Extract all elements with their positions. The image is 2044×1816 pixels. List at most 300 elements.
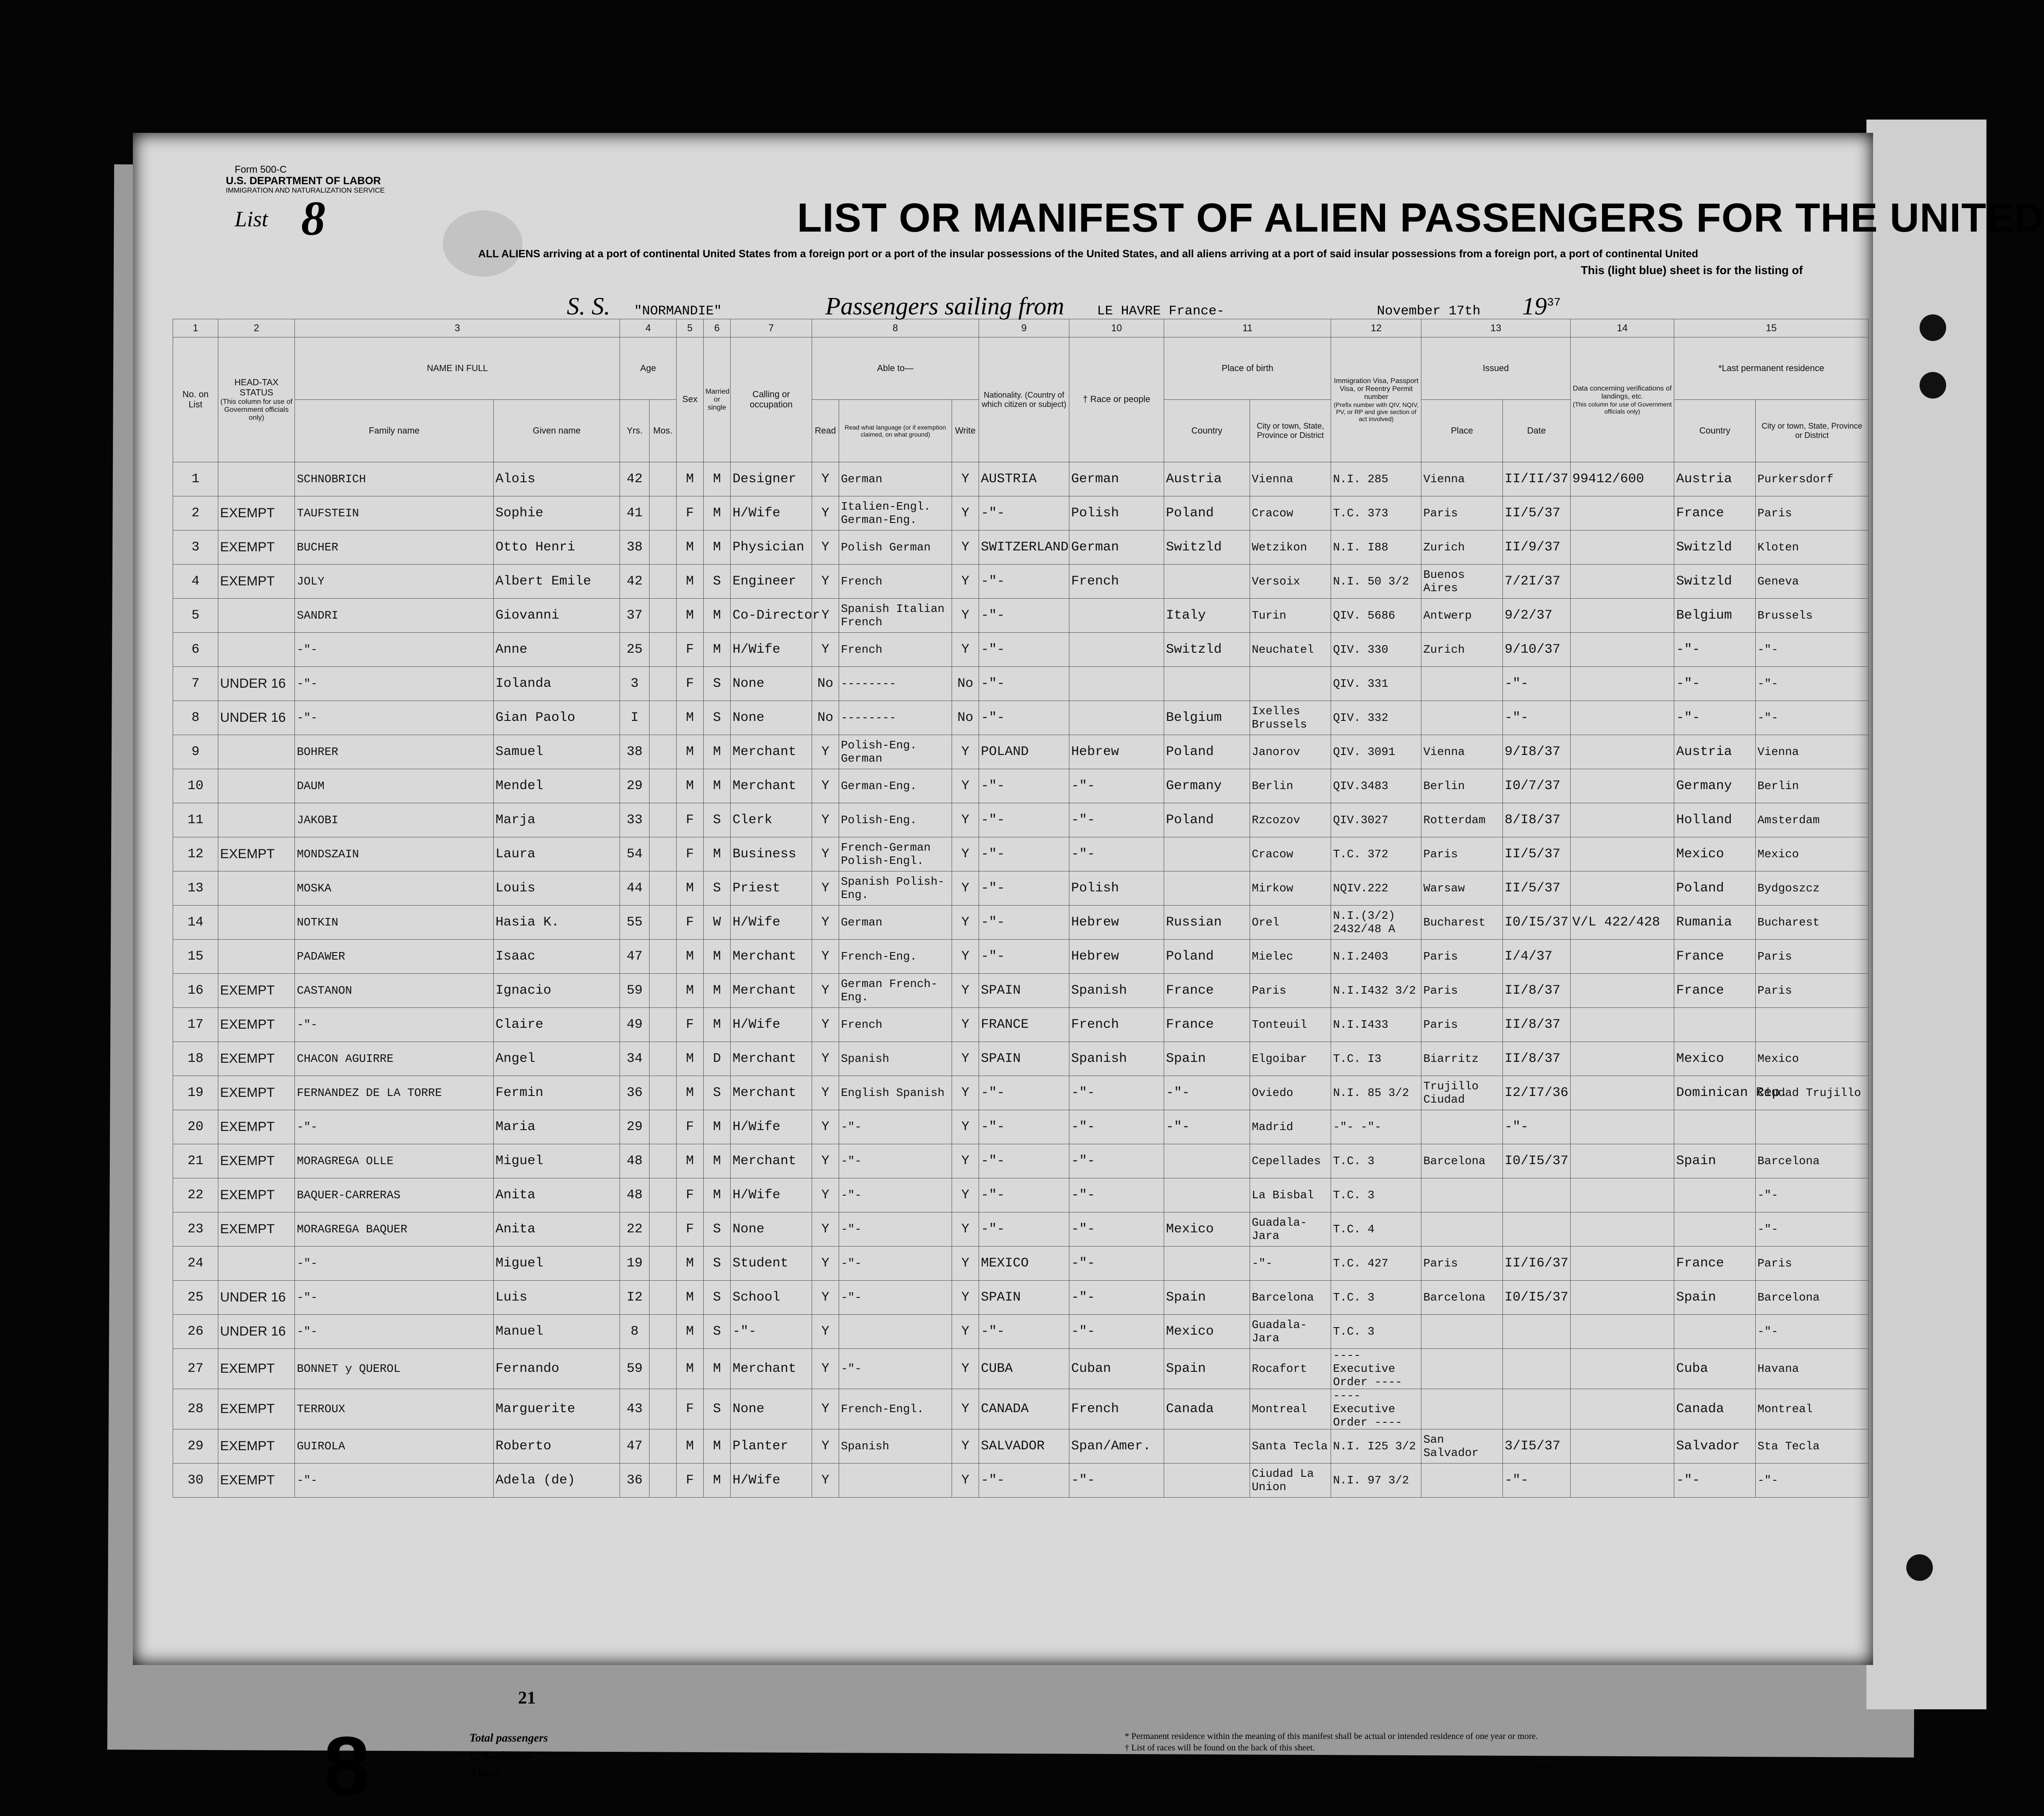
age-years: 59 — [620, 1349, 649, 1389]
adjacent-sheet — [1866, 120, 1986, 1709]
read-language-header: Read what language (or if exemption claimed, on what ground) — [839, 400, 952, 462]
visa-number: QIV.3483 — [1331, 769, 1421, 803]
age-years: 25 — [620, 633, 649, 667]
age-months — [649, 1144, 676, 1178]
age-months — [649, 974, 676, 1008]
table-row — [173, 1315, 1869, 1349]
can-write: Y — [952, 496, 979, 530]
row-number: 10 — [173, 769, 218, 803]
table-row — [173, 1464, 1869, 1498]
occupation: -"- — [731, 1315, 812, 1349]
table-row — [173, 1389, 1869, 1429]
visa-number: T.C. I3 — [1331, 1042, 1421, 1076]
age-years: 22 — [620, 1212, 649, 1247]
race: -"- — [1069, 1315, 1164, 1349]
sex: F — [676, 496, 703, 530]
can-write: Y — [952, 1315, 979, 1349]
race: German — [1069, 530, 1164, 565]
residence-country: Canada — [1674, 1389, 1756, 1429]
visa-number: T.C. 3 — [1331, 1144, 1421, 1178]
head-tax-status: UNDER 16 — [218, 1281, 294, 1315]
marital-status: S — [704, 1212, 731, 1247]
nationality: -"- — [979, 599, 1069, 633]
issued-place: Berlin — [1421, 769, 1503, 803]
residence-city — [1755, 1008, 1868, 1042]
read-language: Spanish Italian French — [839, 599, 952, 633]
head-tax-status: EXEMPT — [218, 565, 294, 599]
residence-city: Kloten — [1755, 530, 1868, 565]
residence-city: -"- — [1755, 667, 1868, 701]
row-number: 28 — [173, 1389, 218, 1429]
row-number: 5 — [173, 599, 218, 633]
issued-date — [1502, 1349, 1570, 1389]
head-tax-status — [218, 906, 294, 940]
age-months — [649, 871, 676, 906]
can-read: Y — [812, 1076, 839, 1110]
read-language: -"- — [839, 1144, 952, 1178]
nationality: -"- — [979, 803, 1069, 837]
can-write: Y — [952, 1349, 979, 1389]
marital-status: M — [704, 769, 731, 803]
row-number: 9 — [173, 735, 218, 769]
occupation: Clerk — [731, 803, 812, 837]
birth-city: Santa Tecla — [1250, 1429, 1331, 1464]
residence-country: Switzld — [1674, 565, 1756, 599]
nationality: -"- — [979, 940, 1069, 974]
race: Spanish — [1069, 974, 1164, 1008]
form-code: 14-430 — [1532, 1762, 1552, 1770]
table-row — [173, 871, 1869, 906]
birth-city: Mirkow — [1250, 871, 1331, 906]
issued-place — [1421, 701, 1503, 735]
age-years: 49 — [620, 1008, 649, 1042]
residence-country: Austria — [1674, 735, 1756, 769]
age-years: 29 — [620, 1110, 649, 1144]
ss-label: S. S. — [567, 293, 610, 320]
given-name: Maria — [493, 1110, 620, 1144]
residence-city: Paris — [1755, 974, 1868, 1008]
birth-city: Rzcozov — [1250, 803, 1331, 837]
verification-label: Data concerning verifications of landings, etc. — [1572, 384, 1672, 400]
birth-country — [1164, 1429, 1250, 1464]
race: -"- — [1069, 769, 1164, 803]
instructions-line1: ALL ALIENS arriving at a port of continental United States from a foreign port or a port of the insular possessions of the United States, and all aliens arriving at a port of said insular possessions from a foreign port, a port of continental United — [478, 248, 1699, 260]
residence-country: Salvador — [1674, 1429, 1756, 1464]
table-row — [173, 1110, 1869, 1144]
family-name: -"- — [295, 1247, 494, 1281]
residence-city: Sta Tecla — [1755, 1429, 1868, 1464]
can-read: Y — [812, 735, 839, 769]
verification-data — [1570, 940, 1674, 974]
marital-status: M — [704, 837, 731, 871]
nationality: -"- — [979, 633, 1069, 667]
can-write: Y — [952, 1464, 979, 1498]
head-tax-header — [218, 337, 294, 462]
age-years: 41 — [620, 496, 649, 530]
birth-city — [1250, 667, 1331, 701]
race: -"- — [1069, 803, 1164, 837]
race-header: † Race or people — [1069, 337, 1164, 462]
can-read: Y — [812, 1212, 839, 1247]
issued-place — [1421, 1464, 1503, 1498]
given-name: Marguerite — [493, 1389, 620, 1429]
verification-header — [1570, 337, 1674, 462]
birth-country: Mexico — [1164, 1212, 1250, 1247]
can-read: Y — [812, 633, 839, 667]
visa-number: T.C. 3 — [1331, 1281, 1421, 1315]
issued-date: 8/I8/37 — [1502, 803, 1570, 837]
issued-date: II/5/37 — [1502, 871, 1570, 906]
nationality: AUSTRIA — [979, 462, 1069, 496]
table-row — [173, 906, 1869, 940]
issued-place — [1421, 1178, 1503, 1212]
issued-place: Rotterdam — [1421, 803, 1503, 837]
nationality: SALVADOR — [979, 1429, 1069, 1464]
row-number: 16 — [173, 974, 218, 1008]
family-name: SCHNOBRICH — [295, 462, 494, 496]
sex: M — [676, 565, 703, 599]
sex: F — [676, 1464, 703, 1498]
sheet-number: 8 — [323, 1719, 370, 1813]
family-name: MORAGREGA OLLE — [295, 1144, 494, 1178]
age-years: 37 — [620, 599, 649, 633]
column-number: 14 — [1570, 319, 1674, 337]
can-read: Y — [812, 1464, 839, 1498]
can-read: Y — [812, 530, 839, 565]
total-passengers-label: Total passengers — [469, 1731, 548, 1744]
marital-status: M — [704, 530, 731, 565]
age-months — [649, 803, 676, 837]
residence-city: Mexico — [1755, 837, 1868, 871]
residence-country: Germany — [1674, 769, 1756, 803]
list-label: List — [235, 206, 268, 231]
row-number: 18 — [173, 1042, 218, 1076]
residence-country — [1674, 1008, 1756, 1042]
race: French — [1069, 1389, 1164, 1429]
birth-city: Orel — [1250, 906, 1331, 940]
marital-status: M — [704, 462, 731, 496]
birth-country — [1164, 1247, 1250, 1281]
verification-data — [1570, 1349, 1674, 1389]
can-write: Y — [952, 769, 979, 803]
issued-date: -"- — [1502, 701, 1570, 735]
read-language: -"- — [839, 1349, 952, 1389]
marital-status: M — [704, 940, 731, 974]
sex: F — [676, 837, 703, 871]
read-language: French — [839, 633, 952, 667]
birth-city: Ciudad La Union — [1250, 1464, 1331, 1498]
age-years: 3 — [620, 667, 649, 701]
sex: F — [676, 906, 703, 940]
issued-place — [1421, 667, 1503, 701]
occupation: Physician — [731, 530, 812, 565]
marital-status: S — [704, 1315, 731, 1349]
residence-city: Paris — [1755, 496, 1868, 530]
verification-data — [1570, 1315, 1674, 1349]
residence-country: France — [1674, 1247, 1756, 1281]
family-name: NOTKIN — [295, 906, 494, 940]
race: -"- — [1069, 1076, 1164, 1110]
marital-status: S — [704, 871, 731, 906]
table-row — [173, 530, 1869, 565]
marital-status: S — [704, 803, 731, 837]
head-tax-status: UNDER 16 — [218, 1315, 294, 1349]
row-number: 3 — [173, 530, 218, 565]
residence-country: Rumania — [1674, 906, 1756, 940]
birth-country: Spain — [1164, 1349, 1250, 1389]
sex: M — [676, 1429, 703, 1464]
family-name: CHACON AGUIRRE — [295, 1042, 494, 1076]
family-name: BONNET y QUEROL — [295, 1349, 494, 1389]
family-name: DAUM — [295, 769, 494, 803]
can-write: Y — [952, 530, 979, 565]
occupation: H/Wife — [731, 1008, 812, 1042]
head-tax-status: EXEMPT — [218, 1076, 294, 1110]
occupation: Engineer — [731, 565, 812, 599]
issued-date: -"- — [1502, 667, 1570, 701]
occupation: None — [731, 1212, 812, 1247]
read-header: Read — [812, 400, 839, 462]
can-read: Y — [812, 906, 839, 940]
can-read: Y — [812, 871, 839, 906]
given-name: Claire — [493, 1008, 620, 1042]
visa-number: N.I.I432 3/2 — [1331, 974, 1421, 1008]
row-number: 29 — [173, 1429, 218, 1464]
table-row — [173, 565, 1869, 599]
table-row — [173, 837, 1869, 871]
nationality-header: Nationality. (Country of which citizen or subject) — [979, 337, 1069, 462]
nationality: -"- — [979, 906, 1069, 940]
stain-mark — [443, 210, 523, 277]
verification-data — [1570, 803, 1674, 837]
nationality: MEXICO — [979, 1247, 1069, 1281]
birth-city: Cepellades — [1250, 1144, 1331, 1178]
column-number: 10 — [1069, 319, 1164, 337]
age-months — [649, 667, 676, 701]
column-number: 4 — [620, 319, 676, 337]
marital-status: S — [704, 565, 731, 599]
nationality: -"- — [979, 701, 1069, 735]
age-months — [649, 462, 676, 496]
verification-data — [1570, 769, 1674, 803]
race: Hebrew — [1069, 735, 1164, 769]
marital-status: S — [704, 1247, 731, 1281]
age-years: 36 — [620, 1076, 649, 1110]
marital-status: M — [704, 1429, 731, 1464]
family-name: BAQUER-CARRERAS — [295, 1178, 494, 1212]
read-language: French-Eng. — [839, 940, 952, 974]
race: -"- — [1069, 1464, 1164, 1498]
residence-city: -"- — [1755, 1178, 1868, 1212]
able-to-header: Able to— — [812, 337, 979, 400]
sex: M — [676, 1247, 703, 1281]
age-years: 29 — [620, 769, 649, 803]
table-row — [173, 1042, 1869, 1076]
age-years: 34 — [620, 1042, 649, 1076]
visa-number: T.C. 372 — [1331, 837, 1421, 871]
verification-data — [1570, 1144, 1674, 1178]
table-row — [173, 1178, 1869, 1212]
issued-place: Vienna — [1421, 462, 1503, 496]
manifest-table — [173, 319, 1869, 1498]
residence-city: Ciudad Trujillo — [1755, 1076, 1868, 1110]
head-tax-status — [218, 769, 294, 803]
age-months — [649, 1429, 676, 1464]
column-number: 2 — [218, 319, 294, 337]
residence-city: Geneva — [1755, 565, 1868, 599]
verification-data — [1570, 1042, 1674, 1076]
visa-number: T.C. 373 — [1331, 496, 1421, 530]
can-read: Y — [812, 462, 839, 496]
residence-country: -"- — [1674, 633, 1756, 667]
age-years: I2 — [620, 1281, 649, 1315]
race: French — [1069, 565, 1164, 599]
can-read: Y — [812, 837, 839, 871]
table-row — [173, 462, 1869, 496]
birth-country — [1164, 1144, 1250, 1178]
nationality: SPAIN — [979, 1281, 1069, 1315]
sex: F — [676, 1110, 703, 1144]
read-language: -"- — [839, 1281, 952, 1315]
read-language: Spanish Polish-Eng. — [839, 871, 952, 906]
no-on-list-header: No. on List — [173, 337, 218, 462]
sex: M — [676, 599, 703, 633]
age-months — [649, 1110, 676, 1144]
birth-city: Montreal — [1250, 1389, 1331, 1429]
verification-data — [1570, 496, 1674, 530]
nationality: -"- — [979, 871, 1069, 906]
marital-status: S — [704, 667, 731, 701]
given-name: Samuel — [493, 735, 620, 769]
birth-country — [1164, 837, 1250, 871]
sex: M — [676, 1315, 703, 1349]
can-write: Y — [952, 565, 979, 599]
visa-number: T.C. 3 — [1331, 1178, 1421, 1212]
race: Span/Amer. — [1069, 1429, 1164, 1464]
residence-city: -"- — [1755, 633, 1868, 667]
sex: M — [676, 1349, 703, 1389]
row-number: 4 — [173, 565, 218, 599]
sex: M — [676, 974, 703, 1008]
issued-place: Barcelona — [1421, 1144, 1503, 1178]
issued-date-header: Date — [1502, 400, 1570, 462]
issued-place: Warsaw — [1421, 871, 1503, 906]
row-number: 19 — [173, 1076, 218, 1110]
occupation: H/Wife — [731, 906, 812, 940]
column-number: 8 — [812, 319, 979, 337]
marital-status: S — [704, 1389, 731, 1429]
row-number: 22 — [173, 1178, 218, 1212]
family-name: JOLY — [295, 565, 494, 599]
can-write: Y — [952, 1212, 979, 1247]
birth-city: Barcelona — [1250, 1281, 1331, 1315]
age-years: 43 — [620, 1389, 649, 1429]
race: -"- — [1069, 1212, 1164, 1247]
issued-place: Vienna — [1421, 735, 1503, 769]
can-read: Y — [812, 1315, 839, 1349]
family-name: GUIROLA — [295, 1429, 494, 1464]
nationality: -"- — [979, 1212, 1069, 1247]
nationality: FRANCE — [979, 1008, 1069, 1042]
row-number: 13 — [173, 871, 218, 906]
age-years: 19 — [620, 1247, 649, 1281]
residence-country — [1674, 1212, 1756, 1247]
residence-city: Montreal — [1755, 1389, 1868, 1429]
head-tax-status — [218, 871, 294, 906]
verification-data — [1570, 1247, 1674, 1281]
nationality: -"- — [979, 496, 1069, 530]
nationality: POLAND — [979, 735, 1069, 769]
nationality: -"- — [979, 1178, 1069, 1212]
can-write: Y — [952, 837, 979, 871]
read-language: French — [839, 565, 952, 599]
birth-country: Spain — [1164, 1281, 1250, 1315]
nationality: -"- — [979, 1144, 1069, 1178]
race — [1069, 701, 1164, 735]
calling-header: Calling or occupation — [731, 337, 812, 462]
issued-place — [1421, 1212, 1503, 1247]
can-read: Y — [812, 803, 839, 837]
age-years: 44 — [620, 871, 649, 906]
residence-city: Mexico — [1755, 1042, 1868, 1076]
can-read: No — [812, 667, 839, 701]
birth-city: Elgoibar — [1250, 1042, 1331, 1076]
birth-country: Spain — [1164, 1042, 1250, 1076]
departure-port: LE HAVRE France- — [1097, 304, 1225, 319]
column-number: 6 — [704, 319, 731, 337]
can-read: Y — [812, 1389, 839, 1429]
row-number: 21 — [173, 1144, 218, 1178]
row-number: 2 — [173, 496, 218, 530]
verification-data — [1570, 599, 1674, 633]
race: -"- — [1069, 1144, 1164, 1178]
family-name: MORAGREGA BAQUER — [295, 1212, 494, 1247]
residence-country: France — [1674, 496, 1756, 530]
residence-country — [1674, 1178, 1756, 1212]
sailing-label: Passengers sailing from — [825, 293, 1065, 320]
can-read: Y — [812, 1247, 839, 1281]
can-write: Y — [952, 735, 979, 769]
residence-country: Mexico — [1674, 1042, 1756, 1076]
issued-date — [1502, 1389, 1570, 1429]
birth-city: La Bisbal — [1250, 1178, 1331, 1212]
sex: M — [676, 1281, 703, 1315]
given-name: Gian Paolo — [493, 701, 620, 735]
given-name: Fermin — [493, 1076, 620, 1110]
service-name: IMMIGRATION AND NATURALIZATION SERVICE — [226, 187, 385, 194]
can-read: Y — [812, 1008, 839, 1042]
issued-date: -"- — [1502, 1110, 1570, 1144]
occupation: Merchant — [731, 940, 812, 974]
given-name: Iolanda — [493, 667, 620, 701]
birth-city: Cracow — [1250, 496, 1331, 530]
verification-data: 99412/600 — [1570, 462, 1674, 496]
sex: F — [676, 633, 703, 667]
birth-city: Janorov — [1250, 735, 1331, 769]
verification-data — [1570, 735, 1674, 769]
residence-country: France — [1674, 940, 1756, 974]
can-read: Y — [812, 565, 839, 599]
verification-data — [1570, 1464, 1674, 1498]
sex: M — [676, 735, 703, 769]
residence-country: Dominican Rep. — [1674, 1076, 1756, 1110]
table-row — [173, 803, 1869, 837]
form-number: Form 500-C — [235, 164, 287, 175]
can-write: Y — [952, 1429, 979, 1464]
nationality: -"- — [979, 1464, 1069, 1498]
age-months — [649, 940, 676, 974]
birth-country — [1164, 871, 1250, 906]
